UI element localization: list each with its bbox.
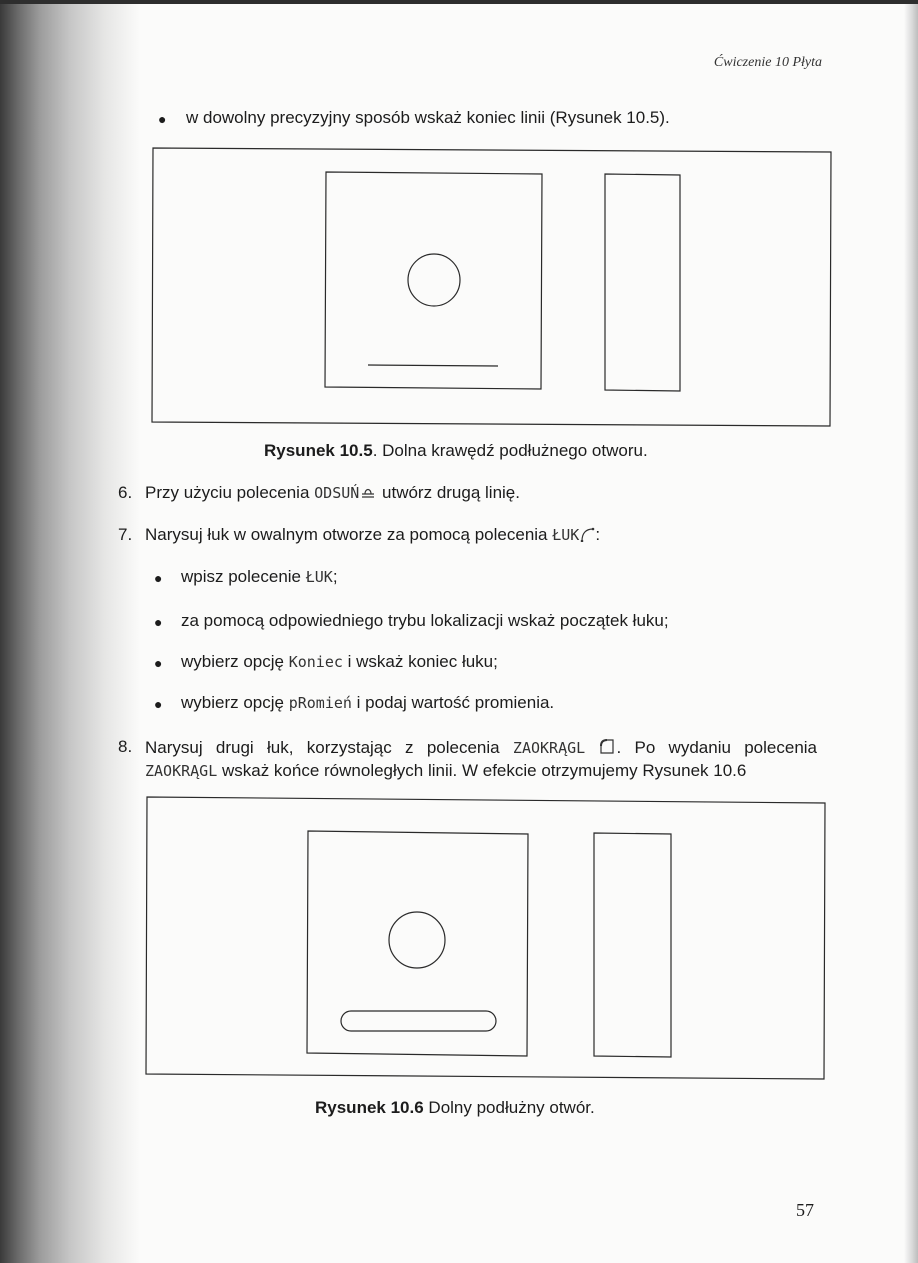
figure-10-5-label: Rysunek 10.5 <box>264 441 373 460</box>
figure-10-6-drawing <box>144 795 828 1083</box>
bullet-1-before: wpisz polecenie <box>181 567 306 586</box>
step-8-line1-after: . Po wydaniu polecenia <box>616 738 818 757</box>
step-7-text-after: : <box>595 525 601 544</box>
bullet-dot: ● <box>154 696 163 712</box>
side-rectangle <box>605 174 680 391</box>
step-7-bullet-3 <box>181 652 498 672</box>
plate-outline <box>325 172 542 389</box>
drawing-frame <box>152 148 831 426</box>
bullet-dot: ● <box>154 655 163 671</box>
intro-bullet-text: w dowolny precyzyjny sposób wskaż koniec linii (Rysunek 10.5). <box>186 108 670 127</box>
bullet-1-code: ŁUK <box>305 568 333 586</box>
figure-10-5-caption-text: . Dolna krawędź podłużnego otworu. <box>372 441 648 460</box>
hole-circle <box>389 912 445 968</box>
page-top-edge <box>0 0 918 4</box>
offset-tool-icon <box>359 484 377 505</box>
step-8-number: 8. <box>118 737 133 756</box>
fillet-tool-icon <box>598 737 616 760</box>
figure-10-6 <box>144 795 828 1083</box>
side-rectangle <box>594 833 671 1057</box>
step-7-text-before: Narysuj łuk w owalnym otworze za pomocą polecenia <box>145 525 553 544</box>
step-6-text <box>145 483 520 505</box>
step-7-number: 7. <box>118 525 133 544</box>
step-7-text <box>145 525 600 547</box>
slot-bottom-edge <box>368 365 498 366</box>
step-8-line1-before: Narysuj drugi łuk, korzystając z polecenia <box>145 738 513 757</box>
plate-outline <box>307 831 528 1056</box>
drawing-frame <box>146 797 825 1079</box>
step-8-line-2 <box>145 761 746 781</box>
bullet-4-code: pRomień <box>288 694 352 712</box>
step-7-bullet-2 <box>181 611 669 631</box>
step-8-command: ZAOKRĄGL <box>512 739 586 757</box>
figure-10-6-caption-text: Dolny podłużny otwór. <box>423 1098 595 1117</box>
page-number: 57 <box>796 1200 814 1220</box>
step-7-bullet-1 <box>181 567 338 587</box>
running-head: Ćwiczenie 10 Płyta <box>713 55 822 70</box>
bullet-2-before: za pomocą odpowiedniego trybu lokalizacji wskaż początek łuku; <box>181 611 669 630</box>
bullet-1-after: ; <box>332 567 338 586</box>
figure-10-5 <box>150 143 834 431</box>
step-6-text-before: Przy użyciu polecenia <box>145 483 315 502</box>
bullet-dot: ● <box>154 614 163 630</box>
figure-10-5-drawing <box>150 143 834 431</box>
arc-tool-icon <box>579 526 595 547</box>
step-6-command: ODSUŃ <box>314 484 360 502</box>
figure-10-6-caption <box>315 1098 595 1118</box>
page-binding-shadow <box>0 0 140 1263</box>
step-8-line-1 <box>145 737 817 760</box>
step-7-bullet-4 <box>181 693 554 713</box>
figure-10-6-label: Rysunek 10.6 <box>315 1098 424 1117</box>
slotted-hole <box>341 1011 496 1031</box>
hole-circle <box>408 254 460 306</box>
bullet-3-code: Koniec <box>288 653 343 671</box>
bullet-4-after: i podaj wartość promienia. <box>351 693 555 712</box>
step-8-line2-command: ZAOKRĄGL <box>145 762 218 780</box>
bullet-3-after: i wskaż koniec łuku; <box>342 652 498 671</box>
step-8-line2-after: wskaż końce równoległych linii. W efekcie otrzymujemy Rysunek 10.6 <box>217 761 747 780</box>
step-7-command: ŁUK <box>552 526 580 544</box>
bullet-dot: ● <box>158 111 167 127</box>
page-edge-shadow <box>904 0 918 1263</box>
bullet-dot: ● <box>154 570 163 586</box>
step-6-number: 6. <box>118 483 133 502</box>
step-6-text-after: utwórz drugą linię. <box>377 483 520 502</box>
bullet-3-before: wybierz opcję <box>181 652 289 671</box>
bullet-4-before: wybierz opcję <box>181 693 289 712</box>
figure-10-5-caption <box>264 441 648 461</box>
